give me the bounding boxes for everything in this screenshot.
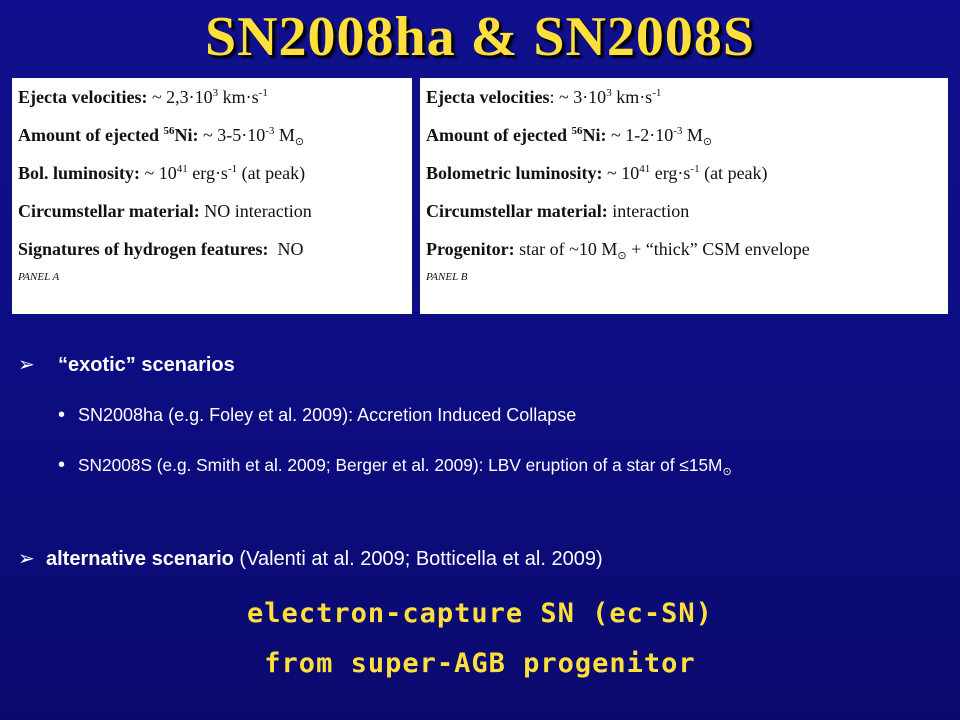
row-sup: 41	[176, 163, 188, 175]
solar-symbol: ⊙	[702, 136, 713, 148]
row-sup: -3	[673, 125, 683, 137]
arrow-bullet-icon: ➢	[18, 548, 35, 570]
row-sup: 3	[606, 87, 612, 99]
row-unit: M	[274, 125, 295, 145]
solar-symbol: ⊙	[617, 250, 627, 262]
panel-b-row-csm	[426, 198, 948, 236]
exotic-scenarios-bullet	[18, 352, 235, 377]
slide-title: SN2008ha & SN2008S	[204, 6, 756, 68]
row-unit: km·s	[611, 87, 653, 107]
row-label: Signatures of hydrogen features:	[18, 239, 269, 259]
row-value: interaction	[607, 201, 690, 221]
panel-a-row-ejecta	[18, 84, 412, 122]
panel-a-row-hydrogen	[18, 236, 412, 274]
row-label: Progenitor:	[426, 239, 515, 259]
row-unit: erg·s	[187, 163, 228, 183]
solar-symbol: ⊙	[722, 466, 732, 478]
row-value: ~ 3-5·10	[198, 125, 266, 145]
conclusion-line-2: from super-AGB progenitor	[264, 648, 696, 679]
row-unit: erg·s	[650, 163, 691, 183]
dot-bullet-icon: •	[58, 454, 66, 476]
arrow-bullet-icon: ➢	[18, 354, 35, 376]
sub-bullet-text: SN2008S (e.g. Smith et al. 2009; Berger et al. 2009): LBV eruption of a star of ≤15M	[78, 455, 723, 475]
row-unit: km·s	[218, 87, 259, 107]
row-note: + “thick” CSM envelope	[626, 239, 810, 259]
row-note: (at peak)	[237, 163, 306, 183]
panel-b-row-luminosity	[426, 160, 948, 198]
row-sup2: -1	[227, 163, 238, 175]
row-sup2: -1	[690, 163, 700, 175]
row-label: Amount of ejected $^{56}$Ni:	[18, 125, 199, 145]
dot-bullet-icon: •	[58, 404, 66, 426]
solar-symbol: ⊙	[294, 136, 305, 148]
panel-b-tag: PANEL B	[426, 271, 468, 283]
sub-bullet-text: SN2008ha (e.g. Foley et al. 2009): Accretion Induced Collapse	[78, 405, 577, 425]
exotic-heading: “exotic” scenarios	[58, 354, 235, 376]
panel-a	[12, 78, 412, 314]
sub-bullet-sn2008s	[58, 454, 732, 477]
row-value: ~ 10	[602, 163, 640, 183]
row-value: NO	[268, 239, 304, 259]
row-sup: -3	[265, 125, 275, 137]
row-label: Circumstellar material:	[18, 201, 200, 221]
panel-b	[420, 78, 948, 314]
row-value: star of ~10 M	[514, 239, 618, 259]
row-value: ~ 1-2·10	[606, 125, 674, 145]
panel-b-row-ejecta	[426, 84, 948, 122]
row-label: Bolometric luminosity:	[426, 163, 603, 183]
row-sup: 3	[212, 87, 219, 99]
alternative-scenario-bullet	[18, 546, 603, 571]
conclusion-line-1: electron-capture SN (ec-SN)	[247, 598, 713, 629]
row-label: Circumstellar material:	[426, 201, 608, 221]
panel-a-tag: PANEL A	[18, 271, 60, 283]
row-sup2: -1	[652, 87, 662, 99]
panel-b-row-nickel	[426, 122, 948, 160]
alternative-refs: (Valenti at al. 2009; Botticella et al. 2009)	[233, 548, 603, 570]
row-sup2: -1	[258, 87, 268, 99]
panel-a-row-csm	[18, 198, 412, 236]
row-value: ~ 10	[140, 163, 177, 183]
row-unit: M	[682, 125, 703, 145]
row-label: Ejecta velocities	[426, 87, 550, 107]
row-value: : ~ 3·10	[549, 87, 607, 107]
row-label: Ejecta velocities:	[18, 87, 148, 107]
alternative-heading: alternative scenario	[46, 548, 234, 570]
panel-a-row-luminosity	[18, 160, 412, 198]
panel-a-row-nickel	[18, 122, 412, 160]
sub-bullet-sn2008ha	[58, 404, 576, 427]
row-value: NO interaction	[199, 201, 312, 221]
row-label: Bol. luminosity:	[18, 163, 141, 183]
row-sup: 41	[639, 163, 651, 175]
row-note: (at peak)	[699, 163, 768, 183]
panel-b-row-progenitor	[426, 236, 948, 274]
row-label: Amount of ejected $^{56}$Ni:	[426, 125, 607, 145]
row-value: ~ 2,3·10	[147, 87, 213, 107]
